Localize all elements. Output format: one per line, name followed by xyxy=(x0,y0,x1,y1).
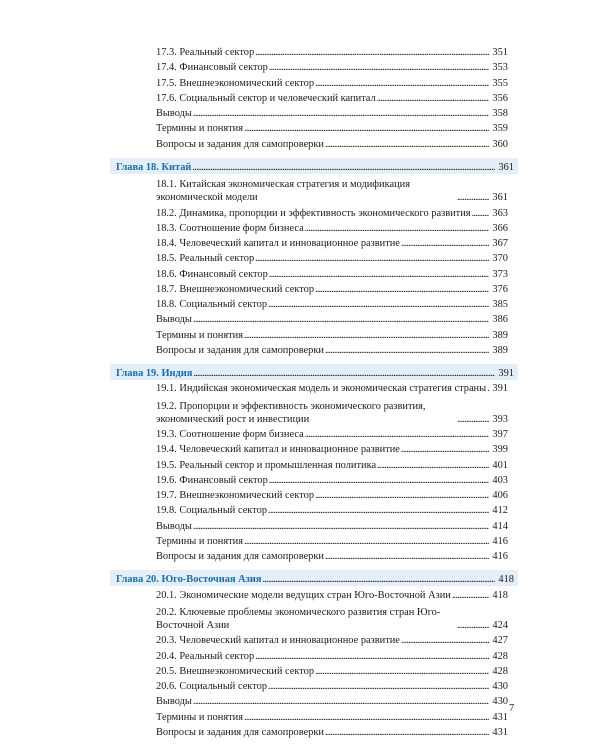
toc-entry-row xyxy=(156,489,508,502)
page-number: 7 xyxy=(509,703,515,714)
toc-entry-row xyxy=(156,77,508,90)
toc-entry-row xyxy=(156,650,508,663)
entry-title: 18.6. Финансовый сектор xyxy=(156,268,268,280)
entry-page-number: 367 xyxy=(492,238,508,249)
entry-page-number: 418 xyxy=(498,574,514,586)
dot-leader xyxy=(325,344,489,357)
dot-leader xyxy=(193,367,495,380)
toc-chapter-row xyxy=(110,158,518,174)
entry-title: 18.7. Внешнеэкономический сектор xyxy=(156,283,315,295)
toc-entry-row xyxy=(156,46,508,59)
dot-leader xyxy=(457,191,489,204)
entry-title: 19.6. Финансовый сектор xyxy=(156,474,268,486)
entry-title: 17.6. Социальный сектор и человеческий капитал xyxy=(156,92,376,104)
dot-leader xyxy=(401,443,489,456)
entry-page-number: 361 xyxy=(498,161,514,173)
toc-entry-row xyxy=(156,535,508,548)
entry-title: 19.5. Реальный сектор и промышленная политика xyxy=(156,459,377,471)
dot-leader xyxy=(268,680,489,693)
entry-title: Вопросы и задания для самопроверки xyxy=(156,726,324,738)
entry-title: 20.2. Ключевые проблемы экономического развития стран Юго-Восточной Азии xyxy=(156,606,441,631)
entry-page-number: 427 xyxy=(492,635,508,647)
entry-page-number: 431 xyxy=(492,726,508,738)
entry-title: Термины и понятия xyxy=(156,711,244,723)
toc-entry-row xyxy=(156,344,508,357)
toc-entry-row xyxy=(156,726,508,739)
entry-title: 20.6. Социальный сектор xyxy=(156,681,268,692)
dot-leader xyxy=(305,428,489,441)
toc-entry-row xyxy=(156,329,508,342)
chapter-title: Глава 20. Юго-Восточная Азия xyxy=(116,574,262,586)
dot-leader xyxy=(472,207,489,220)
toc-entry-row xyxy=(156,504,508,517)
entry-page-number: 370 xyxy=(492,253,508,265)
entry-page-number: 356 xyxy=(492,92,508,104)
dot-leader xyxy=(377,92,489,105)
toc-entry-row xyxy=(156,589,508,602)
dot-leader xyxy=(457,619,489,632)
entry-title: Термины и понятия xyxy=(156,329,244,341)
entry-title: 20.3. Человеческий капитал и инновационное развитие xyxy=(156,635,400,647)
entry-page-number: 389 xyxy=(492,344,508,356)
entry-page-number: 366 xyxy=(492,222,508,234)
dot-leader xyxy=(255,46,489,59)
entry-title: 19.7. Внешнеэкономический сектор xyxy=(156,490,315,501)
dot-leader xyxy=(244,711,489,724)
entry-page-number: 358 xyxy=(492,108,508,119)
toc-entry-row xyxy=(156,711,508,724)
entry-title: Выводы xyxy=(156,108,192,119)
entry-page-number: 428 xyxy=(492,665,508,677)
dot-leader xyxy=(193,107,489,120)
entry-page-number: 351 xyxy=(492,47,508,58)
entry-page-number: 416 xyxy=(492,535,508,547)
entry-title: Вопросы и задания для самопроверки xyxy=(156,138,324,150)
entry-page-number: 386 xyxy=(492,314,508,326)
entry-title: Выводы xyxy=(156,314,192,326)
entry-page-number: 363 xyxy=(492,207,508,219)
entry-page-number: 431 xyxy=(492,711,508,723)
entry-page-number: 414 xyxy=(492,520,508,532)
entry-title: 19.8. Социальный сектор xyxy=(156,505,268,517)
entry-page-number: 360 xyxy=(492,138,508,150)
toc-entry-row xyxy=(156,176,508,204)
toc-chapter-row xyxy=(110,364,518,380)
dot-leader xyxy=(315,77,489,90)
dot-leader xyxy=(255,252,489,265)
entry-page-number: 401 xyxy=(492,459,508,471)
entry-title: 19.2. Пропорции и эффективность экономического развития, экономический рост и инвестиции xyxy=(156,400,426,425)
toc-entry-row xyxy=(156,207,508,220)
entry-page-number: 361 xyxy=(492,192,508,203)
entry-page-number: 397 xyxy=(492,429,508,440)
dot-leader xyxy=(244,329,489,342)
dot-leader xyxy=(325,138,489,151)
entry-title: Вопросы и задания для самопроверки xyxy=(156,551,324,562)
entry-title: 20.1. Экономические модели ведущих стран Юго-Восточной Азии xyxy=(156,589,451,601)
dot-leader xyxy=(325,550,489,563)
dot-leader xyxy=(255,650,489,663)
entry-page-number: 430 xyxy=(492,696,508,708)
entry-page-number: 391 xyxy=(492,383,508,395)
dot-leader xyxy=(268,298,489,311)
dot-leader xyxy=(244,122,489,135)
entry-title: 18.2. Динамика, пропорции и эффективность экономического развития xyxy=(156,207,471,219)
dot-leader xyxy=(193,695,489,708)
toc-entry-row xyxy=(156,283,508,296)
entry-page-number: 376 xyxy=(492,283,508,295)
toc-entry-row xyxy=(156,443,508,456)
dot-leader xyxy=(269,61,489,74)
entry-page-number: 389 xyxy=(492,329,508,341)
entry-page-number: 403 xyxy=(492,474,508,486)
entry-title: 19.4. Человеческий капитал и инновационное развитие xyxy=(156,444,400,456)
entry-title: Термины и понятия xyxy=(156,123,244,135)
entry-page-number: 373 xyxy=(492,268,508,280)
toc-entry-row xyxy=(156,382,508,395)
chapter-title: Глава 18. Китай xyxy=(116,161,192,173)
toc-entry-row xyxy=(156,520,508,533)
entry-page-number: 406 xyxy=(492,490,508,501)
entry-page-number: 355 xyxy=(492,77,508,89)
toc-entry-row xyxy=(156,665,508,678)
toc-entry-row xyxy=(156,107,508,120)
dot-leader xyxy=(269,268,489,281)
dot-leader xyxy=(192,161,495,174)
entry-page-number: 418 xyxy=(492,589,508,601)
entry-title: Выводы xyxy=(156,696,192,708)
dot-leader xyxy=(325,726,489,739)
entry-title: 19.1. Индийская экономическая модель и экономическая стратегия страны xyxy=(156,383,487,395)
dot-leader xyxy=(377,459,489,472)
entry-page-number: 424 xyxy=(492,619,508,631)
dot-leader xyxy=(401,237,489,250)
toc-entry-row xyxy=(156,398,508,426)
entry-page-number: 412 xyxy=(492,505,508,517)
entry-title: 18.5. Реальный сектор xyxy=(156,253,255,265)
toc-entry-row xyxy=(156,634,508,647)
toc-entry-row xyxy=(156,268,508,281)
dot-leader xyxy=(262,573,495,586)
entry-title: 20.5. Внешнеэкономический сектор xyxy=(156,665,315,677)
dot-leader xyxy=(315,283,489,296)
entry-title: 18.8. Социальный сектор xyxy=(156,299,268,310)
toc-entry-row xyxy=(156,237,508,250)
entry-title: 17.3. Реальный сектор xyxy=(156,47,255,58)
entry-title: 17.5. Внешнеэкономический сектор xyxy=(156,77,315,89)
entry-page-number: 430 xyxy=(492,681,508,692)
dot-leader xyxy=(269,474,489,487)
entry-title: Выводы xyxy=(156,520,192,532)
entry-title: 20.4. Реальный сектор xyxy=(156,650,255,662)
toc-entry-row xyxy=(156,222,508,235)
toc-entry-row xyxy=(156,695,508,708)
entry-title: 18.3. Соотношение форм бизнеса xyxy=(156,222,304,234)
toc-entry-row xyxy=(156,61,508,74)
dot-leader xyxy=(401,634,489,647)
entry-page-number: 416 xyxy=(492,551,508,562)
entry-title: Термины и понятия xyxy=(156,535,244,547)
dot-leader xyxy=(452,589,489,602)
dot-leader xyxy=(193,520,489,533)
dot-leader xyxy=(457,413,489,426)
entry-page-number: 428 xyxy=(492,650,508,662)
dot-leader xyxy=(305,222,489,235)
toc-entry-row xyxy=(156,604,508,632)
entry-title: Вопросы и задания для самопроверки xyxy=(156,344,324,356)
toc-entry-row xyxy=(156,298,508,311)
dot-leader xyxy=(268,504,489,517)
entry-title: 19.3. Соотношение форм бизнеса xyxy=(156,429,304,440)
toc-entry-row xyxy=(156,138,508,151)
entry-title: 18.4. Человеческий капитал и инновационное развитие xyxy=(156,238,400,249)
toc-entry-row xyxy=(156,252,508,265)
toc-entry-row xyxy=(156,474,508,487)
toc-entry-row xyxy=(156,122,508,135)
dot-leader xyxy=(487,382,489,395)
dot-leader xyxy=(244,535,489,548)
toc-entry-row xyxy=(156,550,508,563)
entry-page-number: 393 xyxy=(492,413,508,425)
toc-entry-row xyxy=(156,459,508,472)
entry-page-number: 353 xyxy=(492,62,508,74)
dot-leader xyxy=(193,313,489,326)
entry-page-number: 391 xyxy=(498,368,514,379)
toc-entry-row xyxy=(156,92,508,105)
toc-entry-row xyxy=(156,428,508,441)
entry-page-number: 385 xyxy=(492,299,508,310)
dot-leader xyxy=(315,489,489,502)
entry-page-number: 359 xyxy=(492,123,508,135)
entry-title: 17.4. Финансовый сектор xyxy=(156,62,268,74)
toc-entry-row xyxy=(156,313,508,326)
toc-entry-row xyxy=(156,680,508,693)
toc-chapter-row xyxy=(110,570,518,586)
entry-title: 18.1. Китайская экономическая стратегия и модификация экономической модели xyxy=(156,179,411,203)
chapter-title: Глава 19. Индия xyxy=(116,368,193,379)
entry-page-number: 399 xyxy=(492,444,508,456)
dot-leader xyxy=(315,665,489,678)
